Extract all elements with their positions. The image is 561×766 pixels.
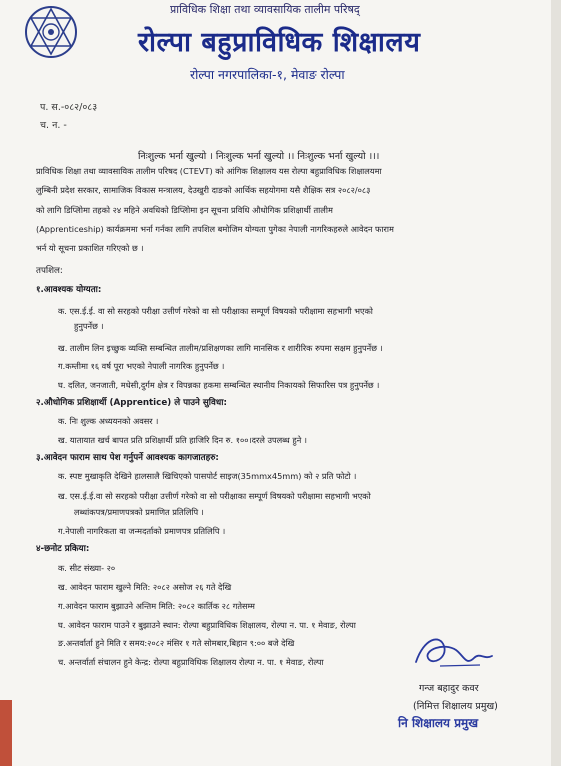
- list-item: ख. तालीम लिन इच्छुक व्यक्ति सम्बन्धित तालीम/प्रशिक्षणका लागि मानसिक र शारीरिक रुपमा सक्षम हुनुपर्नेछ ।: [58, 343, 383, 353]
- list-item: ग.कम्तीमा १६ वर्ष पूरा भएको नेपाली नागरिक हुनुपर्नेछ ।: [58, 361, 225, 371]
- section-heading: १.आवश्यक योग्यता:: [36, 285, 102, 295]
- signature-icon: [410, 632, 496, 674]
- signatory-title: (निमित्त शिक्षालय प्रमुख): [413, 701, 498, 712]
- signatory-name: गन्ज बहादुर कवर: [419, 683, 479, 694]
- section-heading: ३.आवेदन फाराम साथ पेश गर्नुपर्ने आवश्यक कागजातहरु:: [36, 453, 219, 463]
- list-item: क. एस.ई.ई. वा सो सरहको परीक्षा उत्तीर्ण गरेको वा सो परीक्षाका सम्पूर्ण विषयको परीक्षामा सहभागी भएको: [58, 306, 373, 316]
- list-item: ख. यातायात खर्च बापत प्रति प्रशिक्षार्थी प्रति हाजिरि दिन रु. १००।दरले उपलब्ध हुने ।: [58, 435, 307, 445]
- list-item: क. निः शुल्क अध्ययनको अवसर ।: [58, 416, 159, 426]
- letterhead: [0, 0, 561, 100]
- page-edge: [551, 0, 561, 766]
- tapasil-label: तपशिल:: [36, 266, 63, 276]
- section-heading: २.औधोगिक प्रशिक्षार्थी (Apprentice) ले पाउने सुविधा:: [36, 398, 227, 408]
- page-edge: [0, 700, 12, 766]
- notice-title: निःशुल्क भर्ना खुल्यो । निःशुल्क भर्ना खुल्यो ।। निःशुल्क भर्ना खुल्यो ।।।: [138, 151, 380, 162]
- list-item: हुनुपर्नेछ ।: [74, 321, 104, 331]
- list-item: ग.आवेदन फाराम बुझाउने अन्तिम मिति: २०८२ कार्तिक २८ गतेसम्म: [58, 601, 255, 611]
- list-item: च. अन्तर्वार्ता संचालन हुने केन्द्र: रोल्पा बहुप्राविधिक शिक्षालय रोल्पा न. पा. १ मेवाङ, रोल्पा: [58, 657, 324, 667]
- intro-line: (Apprenticeship) कार्यक्रममा भर्ना गर्नका लागि तपशिल बमोजिम योग्यता पुगेका नेपाली नागरिकहरुले आवेदन फाराम: [36, 224, 394, 234]
- list-item: ङ.अन्तर्वार्ता हुने मिति र समय:२०८२ मंसिर १ गते सोमबार,बिहान ९:०० बजे देखि: [58, 638, 295, 648]
- intro-line: को लागि डिप्लिोमा तहको २४ महिने अवधिको डिप्लिोमा इन सूचना प्रविधि औधोगिक प्रशिक्षार्थी तालीम: [36, 205, 333, 215]
- office-stamp: नि शिक्षालय प्रमुख: [398, 716, 479, 730]
- intro-line: भर्न यो सूचना प्रकाशित गरिएको छ ।: [36, 243, 144, 253]
- intro-line: प्राविधिक शिक्षा तथा व्यावसायिक तालीम परिषद (CTEVT) को आंगिक शिक्षालय यस रोल्पा बहुप्राविधिक शिक्षालयमा: [36, 166, 382, 176]
- council-name: प्राविधिक शिक्षा तथा व्यावसायिक तालीम परिषद्: [170, 3, 360, 16]
- list-item: घ. आवेदन फाराम पाउने र बुझाउने स्थान: रोल्पा बहुप्राविधिक शिक्षालय, रोल्पा न. पा. १ मेवाङ, रोल्पा: [58, 620, 356, 630]
- list-item: ख. आवेदन फाराम खुल्ने मिति: २०८२ असोज २६ गते देखि: [58, 582, 232, 592]
- emblem-icon: [22, 4, 80, 60]
- list-item: क. सीट संख्या- २०: [58, 563, 116, 573]
- list-item: लब्धांकपत्र/प्रमाणपत्रको प्रमाणित प्रतिलिपि ।: [74, 507, 204, 517]
- list-item: ख. एस.ई.ई.वा सो सरहको परीक्षा उत्तीर्ण गरेको वा सो परीक्षाका सम्पूर्ण विषयको परीक्षामा सहभागी भएको: [58, 491, 371, 501]
- letter-number: प. स.-०८२/०८३: [40, 102, 98, 113]
- list-item: क. स्पष्ट मुखाकृति देखिने हालसालै खिचिएको पासपोर्ट साइज(35mmx45mm) को २ प्रति फोटो ।: [58, 471, 357, 481]
- dispatch-number: च. न. -: [40, 120, 67, 131]
- list-item: ग.नेपाली नागरिकता वा जन्मदर्ताको प्रमाणपत्र प्रतिलिपि ।: [58, 526, 226, 536]
- school-address: रोल्पा नगरपालिका-१, मेवाङ रोल्पा: [190, 67, 345, 82]
- intro-line: लुम्बिनी प्रदेश सरकार, सामाजिक विकास मन्त्रालय, देउखुरी दाङको आर्थिक सहयोगमा यसै शैक्षिक सत्र २०८२/०८३: [36, 185, 371, 195]
- school-name: रोल्पा बहुप्राविधिक शिक्षालय: [138, 27, 421, 58]
- list-item: घ. दलित, जनजाती, मधेसी,दुर्गम क्षेत्र र विपन्नका हकमा सम्बन्धित स्थानीय निकायको सिफारिस पत्र हुनुपर्नेछ ।: [58, 380, 380, 390]
- section-heading: ४-छनोट प्रकिया:: [36, 544, 90, 554]
